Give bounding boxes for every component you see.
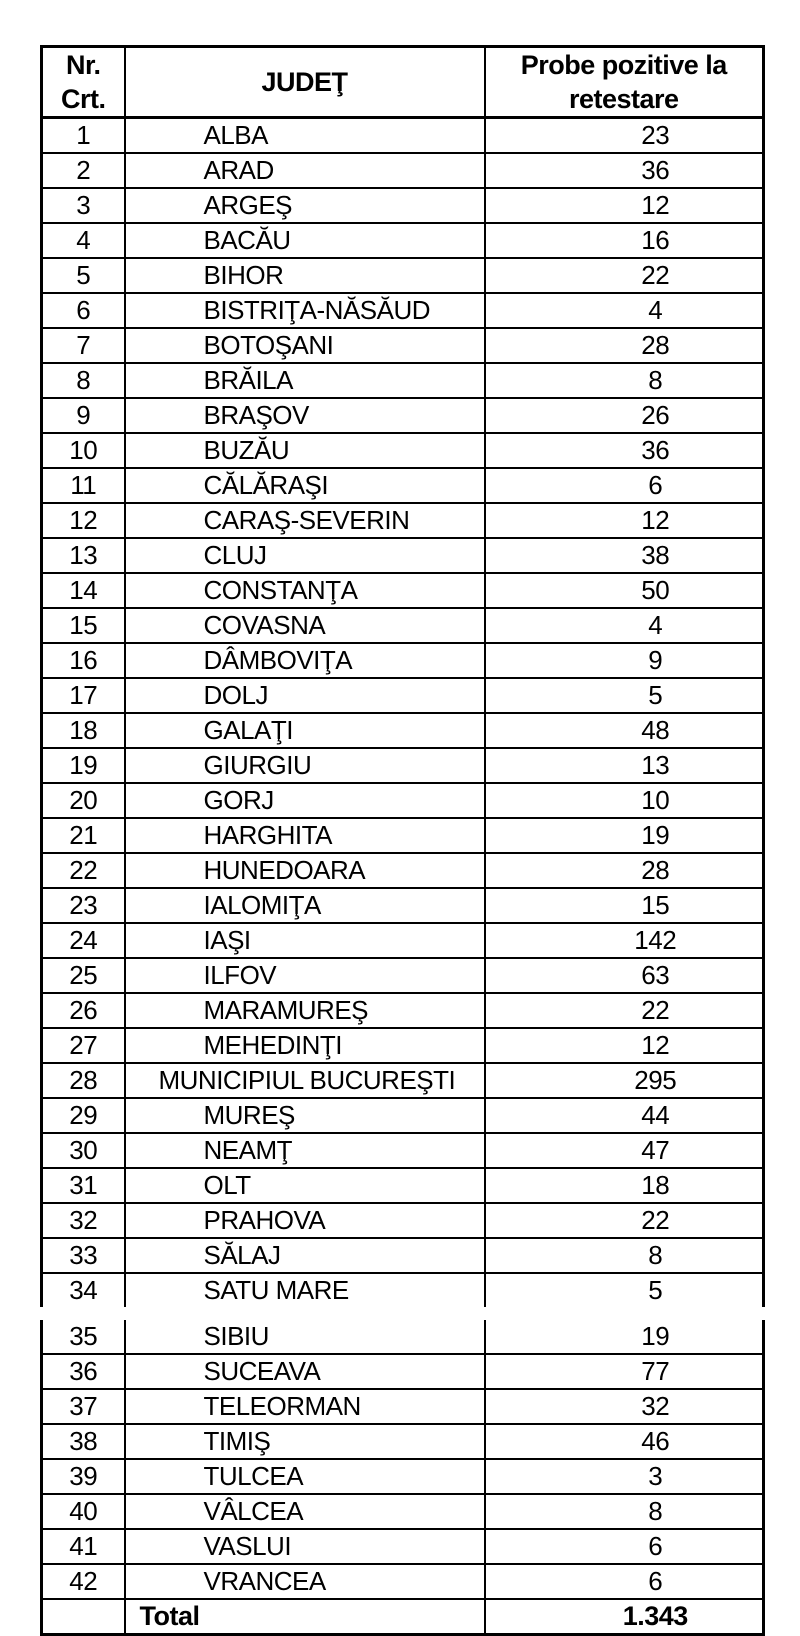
county-name-cell: OLT: [125, 1168, 485, 1203]
county-name-cell: BOTOŞANI: [125, 328, 485, 363]
county-name-cell: MUREŞ: [125, 1098, 485, 1133]
row-number-cell: 34: [42, 1273, 125, 1307]
county-name-cell: BACĂU: [125, 223, 485, 258]
county-name-cell: CĂLĂRAŞI: [125, 468, 485, 503]
value-cell: 63: [485, 958, 764, 993]
table-row: [42, 188, 764, 223]
value-cell: 5: [485, 678, 764, 713]
county-name-cell: VÂLCEA: [125, 1494, 485, 1529]
table-row: [42, 293, 764, 328]
county-name-cell: VRANCEA: [125, 1564, 485, 1599]
table-row: [42, 1168, 764, 1203]
county-name-cell: NEAMŢ: [125, 1133, 485, 1168]
row-number-cell: 26: [42, 993, 125, 1028]
table-row: [42, 433, 764, 468]
table-row: [42, 503, 764, 538]
row-number-cell: 22: [42, 853, 125, 888]
table-row: [42, 1389, 764, 1424]
row-number-cell: 17: [42, 678, 125, 713]
row-number-cell: 15: [42, 608, 125, 643]
table-row: [42, 538, 764, 573]
value-cell: 6: [485, 1564, 764, 1599]
county-name-cell: ARAD: [125, 153, 485, 188]
table-row: [42, 888, 764, 923]
value-cell: 12: [485, 1028, 764, 1063]
value-cell: 19: [485, 818, 764, 853]
value-cell: 36: [485, 153, 764, 188]
value-cell: 77: [485, 1354, 764, 1389]
table-row: [42, 363, 764, 398]
header-nr-crt: Nr. Crt.: [42, 47, 125, 118]
table-row: [42, 468, 764, 503]
table-row: [42, 1098, 764, 1133]
county-name-cell: DÂMBOVIŢA: [125, 643, 485, 678]
value-cell: 50: [485, 573, 764, 608]
value-cell: 19: [485, 1320, 764, 1354]
row-number-cell: 40: [42, 1494, 125, 1529]
value-cell: 28: [485, 853, 764, 888]
row-number-cell: 30: [42, 1133, 125, 1168]
county-name-cell: GIURGIU: [125, 748, 485, 783]
county-name-cell: MEHEDINŢI: [125, 1028, 485, 1063]
row-number-cell: 4: [42, 223, 125, 258]
row-number-cell: 19: [42, 748, 125, 783]
table-row: [42, 643, 764, 678]
value-cell: 44: [485, 1098, 764, 1133]
county-name-cell: ARGEŞ: [125, 188, 485, 223]
row-number-cell: 5: [42, 258, 125, 293]
table-row: [42, 1273, 764, 1307]
county-name-cell: ILFOV: [125, 958, 485, 993]
table-row: [42, 993, 764, 1028]
row-number-cell: 9: [42, 398, 125, 433]
row-number-cell: 35: [42, 1320, 125, 1354]
table-row: [42, 153, 764, 188]
row-number-cell: 3: [42, 188, 125, 223]
table-row: [42, 783, 764, 818]
value-cell: 18: [485, 1168, 764, 1203]
county-name-cell: BISTRIŢA-NĂSĂUD: [125, 293, 485, 328]
row-number-cell: 18: [42, 713, 125, 748]
value-cell: 22: [485, 1203, 764, 1238]
table-row: [42, 1063, 764, 1098]
table-row: [42, 1459, 764, 1494]
row-number-cell: 1: [42, 118, 125, 154]
row-number-cell: 39: [42, 1459, 125, 1494]
table-body-part-1: [42, 118, 764, 1308]
county-name-cell: GALAŢI: [125, 713, 485, 748]
county-name-cell: DOLJ: [125, 678, 485, 713]
total-value-cell: 1.343: [485, 1599, 764, 1635]
value-cell: 295: [485, 1063, 764, 1098]
table-row: [42, 1424, 764, 1459]
county-name-cell: COVASNA: [125, 608, 485, 643]
table-row: [42, 923, 764, 958]
value-cell: 9: [485, 643, 764, 678]
row-number-cell: 21: [42, 818, 125, 853]
table-row: [42, 1133, 764, 1168]
row-number-cell: 10: [42, 433, 125, 468]
judet-table-segment-1: [40, 45, 765, 1307]
row-number-cell: 12: [42, 503, 125, 538]
value-cell: 10: [485, 783, 764, 818]
table-row: [42, 1320, 764, 1354]
value-cell: 4: [485, 608, 764, 643]
row-number-cell: 6: [42, 293, 125, 328]
row-number-cell: 36: [42, 1354, 125, 1389]
judet-retest-table: [40, 45, 762, 1636]
county-name-cell: TELEORMAN: [125, 1389, 485, 1424]
total-label-cell: Total: [125, 1599, 485, 1635]
table-row: [42, 748, 764, 783]
county-name-cell: PRAHOVA: [125, 1203, 485, 1238]
row-number-cell: 27: [42, 1028, 125, 1063]
total-row: [42, 1599, 764, 1635]
table-row: [42, 118, 764, 154]
table-row: [42, 573, 764, 608]
county-name-cell: SUCEAVA: [125, 1354, 485, 1389]
value-cell: 13: [485, 748, 764, 783]
value-cell: 16: [485, 223, 764, 258]
county-name-cell: BRĂILA: [125, 363, 485, 398]
row-number-cell: 16: [42, 643, 125, 678]
county-name-cell: CARAŞ-SEVERIN: [125, 503, 485, 538]
value-cell: 28: [485, 328, 764, 363]
row-number-cell: 37: [42, 1389, 125, 1424]
county-name-cell: SATU MARE: [125, 1273, 485, 1307]
value-cell: 15: [485, 888, 764, 923]
county-name-cell: CLUJ: [125, 538, 485, 573]
value-cell: 142: [485, 923, 764, 958]
row-number-cell: 31: [42, 1168, 125, 1203]
county-name-cell: HUNEDOARA: [125, 853, 485, 888]
county-name-cell: HARGHITA: [125, 818, 485, 853]
row-number-cell: 20: [42, 783, 125, 818]
value-cell: 32: [485, 1389, 764, 1424]
table-header: [42, 47, 764, 118]
row-number-cell: 7: [42, 328, 125, 363]
table-row: [42, 608, 764, 643]
row-number-cell: 2: [42, 153, 125, 188]
value-cell: 36: [485, 433, 764, 468]
row-number-cell: 32: [42, 1203, 125, 1238]
value-cell: 6: [485, 468, 764, 503]
value-cell: 3: [485, 1459, 764, 1494]
value-cell: 4: [485, 293, 764, 328]
county-name-cell: IAŞI: [125, 923, 485, 958]
table-row: [42, 1564, 764, 1599]
county-name-cell: MUNICIPIUL BUCUREŞTI: [125, 1063, 485, 1098]
table-row: [42, 258, 764, 293]
row-number-cell: 11: [42, 468, 125, 503]
table-row: [42, 818, 764, 853]
county-name-cell: BRAŞOV: [125, 398, 485, 433]
row-number-cell: 13: [42, 538, 125, 573]
row-number-cell: 14: [42, 573, 125, 608]
row-number-cell: 41: [42, 1529, 125, 1564]
row-number-cell: 8: [42, 363, 125, 398]
row-number-cell: 28: [42, 1063, 125, 1098]
value-cell: 6: [485, 1529, 764, 1564]
county-name-cell: BUZĂU: [125, 433, 485, 468]
value-cell: 12: [485, 503, 764, 538]
value-cell: 38: [485, 538, 764, 573]
page-break-gap: [40, 1307, 762, 1320]
total-empty-cell: [42, 1599, 125, 1635]
county-name-cell: TULCEA: [125, 1459, 485, 1494]
header-row: [42, 47, 764, 118]
value-cell: 23: [485, 118, 764, 154]
county-name-cell: GORJ: [125, 783, 485, 818]
county-name-cell: MARAMUREŞ: [125, 993, 485, 1028]
row-number-cell: 42: [42, 1564, 125, 1599]
value-cell: 8: [485, 363, 764, 398]
county-name-cell: BIHOR: [125, 258, 485, 293]
table-row: [42, 1203, 764, 1238]
value-cell: 8: [485, 1238, 764, 1273]
value-cell: 8: [485, 1494, 764, 1529]
table-body-part-2: [42, 1320, 764, 1635]
table-row: [42, 1028, 764, 1063]
value-cell: 26: [485, 398, 764, 433]
county-name-cell: SIBIU: [125, 1320, 485, 1354]
value-cell: 12: [485, 188, 764, 223]
value-cell: 46: [485, 1424, 764, 1459]
table-row: [42, 398, 764, 433]
value-cell: 47: [485, 1133, 764, 1168]
table-row: [42, 1354, 764, 1389]
table-row: [42, 328, 764, 363]
row-number-cell: 25: [42, 958, 125, 993]
row-number-cell: 29: [42, 1098, 125, 1133]
table-row: [42, 678, 764, 713]
value-cell: 22: [485, 258, 764, 293]
value-cell: 48: [485, 713, 764, 748]
table-row: [42, 223, 764, 258]
county-name-cell: SĂLAJ: [125, 1238, 485, 1273]
county-name-cell: CONSTANŢA: [125, 573, 485, 608]
value-cell: 5: [485, 1273, 764, 1307]
county-name-cell: TIMIŞ: [125, 1424, 485, 1459]
county-name-cell: ALBA: [125, 118, 485, 154]
header-probe-pozitive: Probe pozitive la retestare: [485, 47, 764, 118]
table-row: [42, 1494, 764, 1529]
table-row: [42, 1238, 764, 1273]
row-number-cell: 24: [42, 923, 125, 958]
table-row: [42, 713, 764, 748]
table-row: [42, 958, 764, 993]
row-number-cell: 33: [42, 1238, 125, 1273]
table-row: [42, 1529, 764, 1564]
row-number-cell: 38: [42, 1424, 125, 1459]
row-number-cell: 23: [42, 888, 125, 923]
value-cell: 22: [485, 993, 764, 1028]
county-name-cell: VASLUI: [125, 1529, 485, 1564]
header-judet: JUDEŢ: [125, 47, 485, 118]
county-name-cell: IALOMIŢA: [125, 888, 485, 923]
table-row: [42, 853, 764, 888]
